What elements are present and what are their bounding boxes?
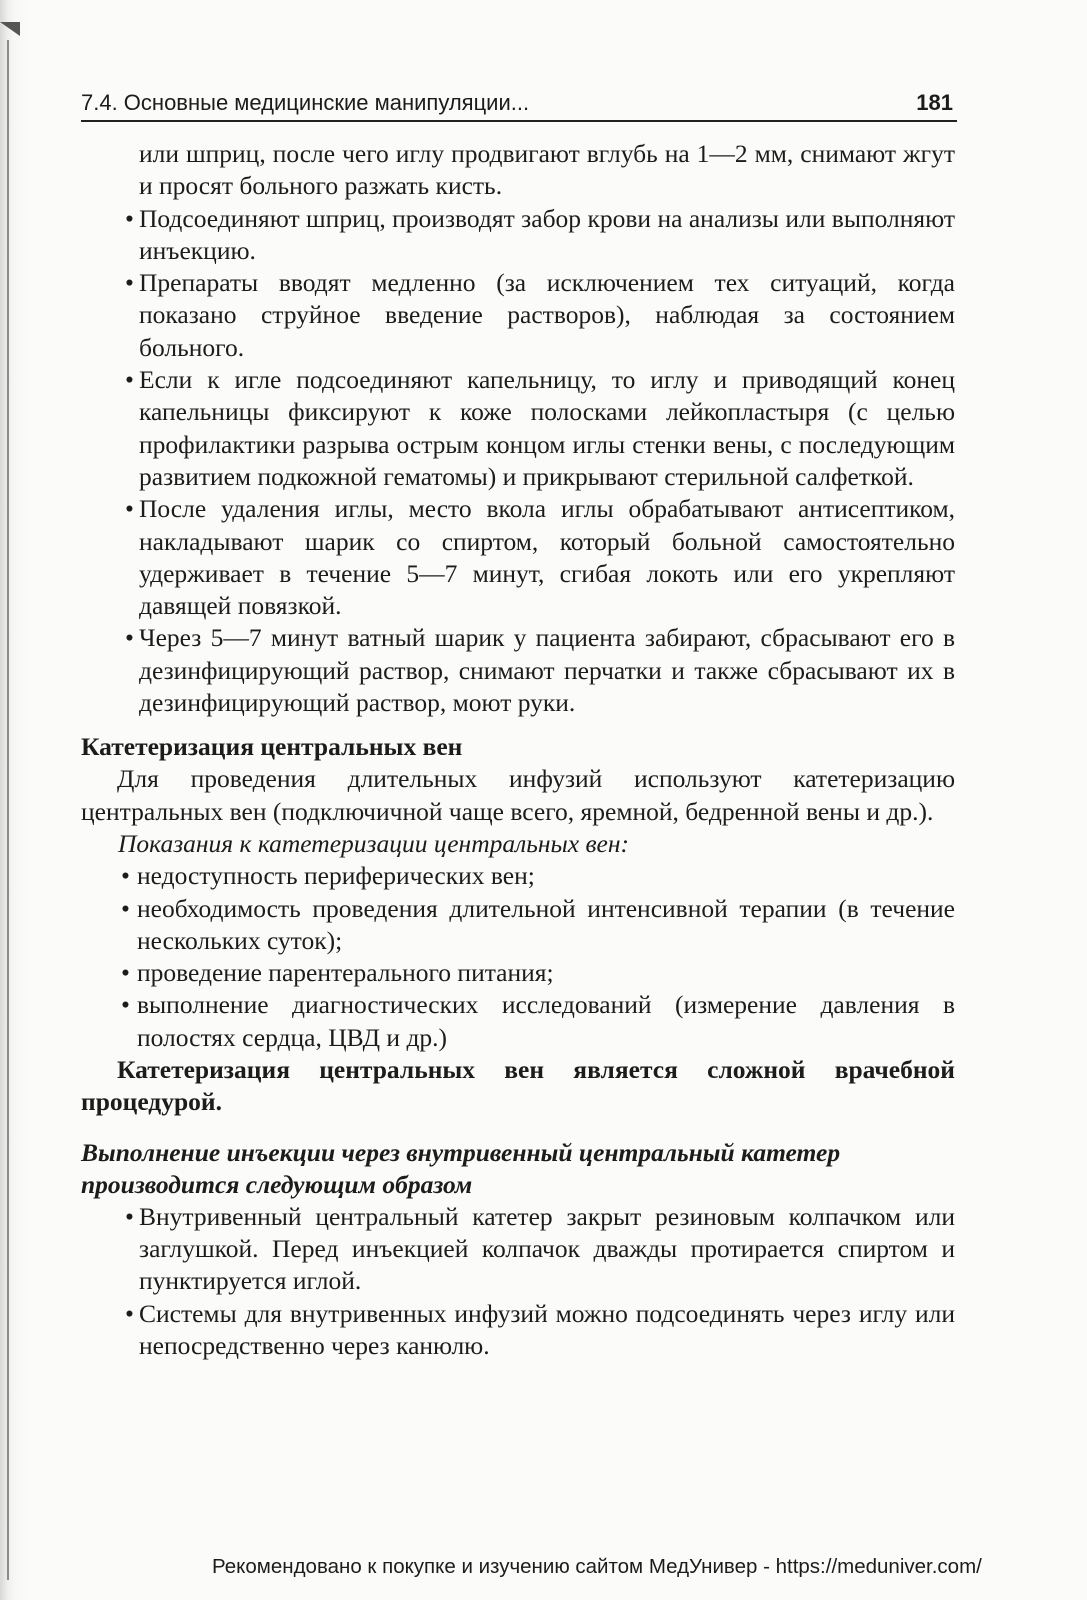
bullet-marker: • [125,623,134,653]
list-item [81,957,955,989]
list-item-text: Если к игле подсоединяют капельницу, то иглу и приводящий конец капельницы фиксируют к коже полосками лейкопластыря (с целью профилактики разрыва острым концом иглы стенки вены, с последующим развитием подкожной гематомы) и прикрывают стерильной салфеткой. [139,365,955,491]
list-item [81,1201,955,1298]
bullet-marker: • [125,365,134,395]
list-item [81,622,955,719]
list-item [81,1298,955,1363]
bullet-marker: • [125,494,134,524]
bullet-marker: • [125,268,134,298]
list-item-text: После удаления иглы, место вкола иглы обрабатывают антисептиком, накладывают шарик со спиртом, который больной самостоятельно удерживает в течение 5—7 минут, сгибая локоть или его укрепляют давящей повязкой. [139,494,955,621]
list-item-text: Системы для внутривенных инфузий можно подсоединять через иглу или непосредственно через канюлю. [139,1298,955,1360]
bullet-marker: • [121,958,130,988]
footer-watermark: Рекомендовано к покупке и изучению сайтом МедУнивер - https://meduniver.com/ [212,1555,982,1578]
bullet-marker: • [121,893,130,923]
indications-intro: Показания к катетеризации центральных вен: [118,828,629,858]
procedure-bullet-list [81,203,955,720]
list-item-text: выполнение диагностических исследований (измерение давления в полостях сердца, ЦВД и др.) [137,990,955,1052]
list-item-text: Внутривенный центральный катетер закрыт резиновым колпачком или заглушкой. Перед инъекцией колпачок дважды протирается спиртом и пунктируется иглой. [139,1201,955,1296]
list-item-text: проведение парентерального питания; [137,958,554,988]
scan-corner-mark [0,22,20,36]
list-item [81,493,955,622]
list-item [81,989,955,1054]
list-item-text: необходимость проведения длительной интенсивной терапии (в течение нескольких суток); [137,893,955,955]
list-item-text: недоступность периферических вен; [137,861,535,891]
list-item [81,203,955,268]
bold-note: Катетеризация центральных вен является сложной врачебной процедурой. [81,1055,955,1117]
bullet-marker: • [121,990,130,1020]
bullet-marker: • [125,203,134,233]
list-item-text: Подсоединяют шприц, производят забор крови на анализы или выполняют инъекцию. [139,203,955,265]
list-item-text: Через 5—7 минут ватный шарик у пациента забирают, сбрасывают его в дезинфицирующий раствор, снимают перчатки и также сбрасывают их в дезинфицирующий раствор, моют руки. [139,623,955,718]
section-heading-central-catheter-injection: Выполнение инъекции через внутривенный центральный катетер производится следующим образом [81,1137,841,1199]
bullet-marker: • [125,1298,134,1328]
section-heading-central-vein-catheterization: Катетеризация центральных вен [81,732,463,762]
bullet-marker: • [125,1201,134,1231]
list-item [81,364,955,493]
list-item-text: Препараты вводят медленно (за исключением тех ситуаций, когда показано струйное введение растворов), наблюдая за состоянием больного. [139,268,955,362]
list-item [81,267,955,364]
running-head-title: 7.4. Основные медицинские манипуляции... [81,90,530,115]
list-item [81,860,955,892]
continuation-paragraph: или шприц, после чего иглу продвигают вглубь на 1—2 мм, снимают жгут и просят больного разжать кисть. [139,139,955,201]
scan-binding-line [7,40,9,1580]
page-number: 181 [916,90,953,115]
list-item [81,893,955,958]
indications-list [81,860,955,1054]
page-body [81,138,955,1362]
section-paragraph: Для проведения длительных инфузий используют катетеризацию центральных вен (подключичной чаще всего, яремной, бедренной вены и др.). [81,764,955,826]
bullet-marker: • [121,861,130,891]
catheter-bullet-list [81,1201,955,1362]
scan-edge-shadow [0,0,30,1600]
running-head [81,90,957,122]
